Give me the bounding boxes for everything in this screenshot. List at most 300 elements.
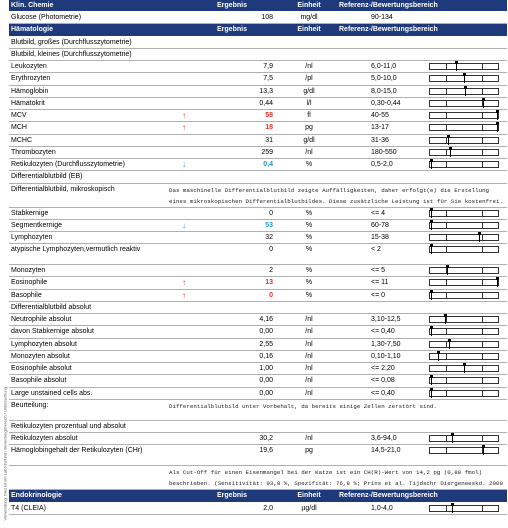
range-bar [429, 505, 499, 512]
result-unit: g/dl [303, 136, 315, 144]
value-marker [431, 327, 432, 336]
range-upper-tick [482, 75, 483, 82]
range-bar [429, 328, 499, 335]
value-marker [449, 340, 450, 349]
value-marker [431, 376, 432, 385]
subsection-label: Differentialblutbild (EB) [11, 173, 83, 181]
column-header-unit: Einheit [297, 492, 321, 500]
result-value: 32 [265, 233, 273, 241]
analyte-name: Segmentkernige [11, 221, 62, 229]
result-row [9, 73, 507, 85]
value-marker [497, 111, 498, 120]
range-indicator [426, 339, 502, 350]
result-row [9, 61, 507, 73]
value-marker [431, 160, 432, 169]
value-marker [452, 434, 453, 443]
result-value: 1,00 [259, 365, 273, 373]
range-upper-tick [482, 279, 483, 286]
range-lower-tick [446, 246, 447, 253]
arrow-up-icon: ↑ [182, 278, 186, 288]
analyte-name: Glucose (Photometrie) [11, 14, 82, 22]
analyte-name: Neutrophile absolut [11, 316, 72, 324]
reference-range: 13-17 [371, 124, 389, 132]
range-indicator [426, 265, 502, 276]
result-unit: fl [307, 112, 311, 120]
column-header-result: Ergebnis [217, 492, 247, 500]
value-marker [445, 315, 446, 324]
result-unit: % [305, 279, 313, 287]
range-upper-tick [482, 390, 483, 397]
result-unit: µg/dl [301, 504, 317, 512]
lab-report-table [9, 0, 507, 515]
reference-range: 3,6-94,0 [371, 435, 397, 443]
range-lower-tick [446, 124, 447, 131]
analyte-name: Large unstained cells abs. [11, 389, 93, 397]
value-marker [456, 62, 457, 71]
range-upper-tick [482, 316, 483, 323]
range-indicator [426, 363, 502, 374]
range-lower-tick [446, 63, 447, 70]
result-row [9, 277, 507, 289]
reference-range: 14,5-21,0 [371, 447, 401, 455]
value-marker [431, 245, 432, 254]
range-bar [429, 222, 499, 229]
comment-label: Differentialblutbild, mikroskopisch [11, 185, 115, 193]
arrow-up-icon: ↑ [182, 123, 186, 133]
range-indicator [426, 232, 502, 243]
reference-range: <= 0,40 [371, 389, 395, 397]
arrow-down-icon: ↓ [182, 220, 186, 230]
result-row [9, 244, 507, 265]
range-lower-tick [446, 435, 447, 442]
result-value: 53 [265, 221, 273, 229]
range-indicator [426, 375, 502, 386]
range-indicator [426, 208, 502, 219]
result-unit: /nl [305, 148, 313, 156]
range-bar [429, 124, 499, 131]
range-indicator [426, 433, 502, 444]
reference-range: 0,5-2,0 [371, 161, 393, 169]
range-bar [429, 100, 499, 107]
result-unit: /pl [305, 75, 313, 83]
range-indicator [426, 73, 502, 84]
range-indicator [426, 61, 502, 72]
comment-label: Beurteilung: [11, 401, 49, 409]
subsection-label: Differentialblutbild absolut [11, 303, 92, 311]
result-unit: % [305, 209, 313, 217]
result-unit: /nl [305, 63, 313, 71]
result-value: 13,3 [259, 87, 273, 95]
analyte-name: Thrombozyten [11, 148, 56, 156]
range-lower-tick [446, 447, 447, 454]
side-margin-text [0, 387, 9, 528]
range-bar [429, 279, 499, 286]
reference-range: 1,0-4,0 [371, 504, 393, 512]
range-lower-tick [446, 328, 447, 335]
result-unit: mg/dl [300, 14, 318, 22]
result-row [9, 220, 507, 232]
range-indicator [426, 290, 502, 301]
range-indicator [426, 244, 502, 264]
side-margin-label: Verwendung: Dies ist ein Laborbefund / Bewertungsbereich / Untersuchung [2, 387, 8, 521]
reference-range: <= 0,08 [371, 377, 395, 385]
result-value: 58 [265, 112, 273, 120]
result-value: 0,44 [259, 99, 273, 107]
reference-range: 3,10-12,5 [371, 316, 401, 324]
section-title: Hämatologie [11, 26, 54, 34]
result-row [9, 445, 507, 466]
column-header-result: Ergebnis [217, 2, 247, 9]
result-value: 30,2 [259, 435, 273, 443]
result-value: 2,0 [263, 504, 273, 512]
range-upper-tick [482, 365, 483, 372]
value-marker [483, 446, 484, 455]
range-upper-tick [482, 149, 483, 156]
result-value: 7,5 [263, 75, 273, 83]
range-bar [429, 234, 499, 241]
range-indicator [426, 314, 502, 325]
reference-range: 5,0-10,0 [371, 75, 397, 83]
range-bar [429, 161, 499, 168]
result-row [9, 147, 507, 159]
result-row [9, 351, 507, 363]
analyte-name: Lymphozyten absolut [11, 340, 77, 348]
value-marker [431, 221, 432, 230]
result-value: 0 [269, 209, 273, 217]
analyte-name: Retikulozyten (Durchflusszytometrie) [11, 161, 125, 169]
reference-range: 1,30-7,50 [371, 340, 401, 348]
result-value: 0,4 [263, 161, 273, 169]
value-marker [438, 352, 439, 361]
analyte-name: Eosinophile [11, 279, 48, 287]
analyte-name: Lymphozyten [11, 233, 53, 241]
range-bar [429, 75, 499, 82]
result-row [9, 232, 507, 244]
result-unit: % [305, 267, 313, 275]
analyte-name: Stabkernige [11, 209, 49, 217]
result-value: 31 [265, 136, 273, 144]
result-unit: pg [305, 447, 313, 455]
result-row [9, 388, 507, 400]
range-lower-tick [446, 112, 447, 119]
range-bar [429, 149, 499, 156]
result-value: 2 [269, 267, 273, 275]
range-upper-tick [482, 328, 483, 335]
range-lower-tick [446, 234, 447, 241]
reference-range: 15-38 [371, 233, 389, 241]
range-indicator [426, 351, 502, 362]
value-marker [479, 233, 480, 242]
arrow-down-icon: ↓ [182, 160, 186, 170]
range-indicator [426, 220, 502, 231]
range-bar [429, 390, 499, 397]
result-row [9, 12, 507, 24]
range-upper-tick [482, 124, 483, 131]
result-value: 0 [269, 246, 273, 254]
range-bar [429, 246, 499, 253]
value-marker [431, 389, 432, 398]
analyte-name: Monozyten [11, 267, 46, 275]
comment-row [9, 400, 507, 421]
result-unit: /nl [305, 352, 313, 360]
range-bar [429, 377, 499, 384]
analyte-name: davon Stabkernige absolut [11, 328, 94, 336]
result-value: 0,00 [259, 389, 273, 397]
range-bar [429, 267, 499, 274]
result-row [9, 433, 507, 445]
range-bar [429, 292, 499, 299]
range-bar [429, 435, 499, 442]
value-marker [497, 278, 498, 287]
result-unit: g/dl [303, 87, 315, 95]
subsection-row [9, 421, 507, 433]
analyte-name: Hämatokrit [11, 99, 45, 107]
result-row [9, 265, 507, 277]
column-header-reference: Referenz-/Bewertungsbereich [339, 492, 438, 500]
range-upper-tick [482, 377, 483, 384]
range-lower-tick [446, 222, 447, 229]
reference-range: <= 0,40 [371, 328, 395, 336]
value-marker [464, 364, 465, 373]
range-bar [429, 365, 499, 372]
result-unit: /nl [305, 435, 313, 443]
column-header-reference: Referenz-/Bewertungsbereich [339, 2, 438, 9]
result-row [9, 339, 507, 351]
range-lower-tick [446, 505, 447, 512]
reference-range: <= 11 [371, 279, 389, 287]
result-unit: % [305, 291, 313, 299]
range-lower-tick [446, 149, 447, 156]
section-header [9, 24, 507, 36]
subsection-row [9, 37, 507, 49]
reference-range: 8,0-15,0 [371, 87, 397, 95]
range-lower-tick [446, 279, 447, 286]
range-bar [429, 137, 499, 144]
reference-range: < 2 [371, 246, 381, 254]
value-marker [431, 209, 432, 218]
range-upper-tick [482, 63, 483, 70]
column-header-unit: Einheit [297, 2, 321, 9]
range-indicator [426, 122, 502, 133]
range-lower-tick [446, 88, 447, 95]
result-unit: % [305, 246, 313, 254]
section-title: Endokrinologie [11, 492, 62, 500]
value-marker [465, 87, 466, 96]
result-unit: % [305, 221, 313, 229]
result-value: 0,00 [259, 377, 273, 385]
range-upper-tick [482, 112, 483, 119]
range-upper-tick [482, 353, 483, 360]
reference-range: <= 5 [371, 267, 386, 275]
comment-text: Differentialblutbild unter Vorbehalt, da bereits einige Zellen zerstört sind. [169, 402, 437, 410]
arrow-up-icon: ↑ [182, 290, 186, 300]
range-lower-tick [446, 161, 447, 168]
range-bar [429, 88, 499, 95]
value-marker [452, 504, 453, 513]
range-bar [429, 447, 499, 454]
result-value: 0 [269, 291, 273, 299]
analyte-name: Leukozyten [11, 63, 47, 71]
subsection-label: Blutbild, großes (Durchflusszytometrie) [11, 38, 132, 46]
value-marker [497, 123, 498, 132]
arrow-up-icon: ↑ [182, 111, 186, 121]
result-value: 259 [261, 148, 273, 156]
reference-range: 90-134 [371, 14, 393, 22]
range-bar [429, 353, 499, 360]
reference-range: 60-78 [371, 221, 389, 229]
value-marker [448, 136, 449, 145]
range-lower-tick [446, 341, 447, 348]
range-bar [429, 341, 499, 348]
analyte-name: atypische Lymphozyten,vermutlich reaktiv [11, 246, 141, 254]
result-unit: % [305, 161, 313, 169]
result-row [9, 86, 507, 98]
result-row [9, 135, 507, 147]
result-unit: pg [305, 124, 313, 132]
range-lower-tick [446, 75, 447, 82]
analyte-name: MCHC [11, 136, 32, 144]
range-upper-tick [482, 267, 483, 274]
result-value: 7,9 [263, 63, 273, 71]
range-indicator [426, 98, 502, 109]
result-row [9, 110, 507, 122]
analyte-name: Basophile [11, 291, 42, 299]
result-unit: /nl [305, 340, 313, 348]
comment-label [11, 466, 177, 489]
column-header-reference: Referenz-/Bewertungsbereich [339, 26, 438, 34]
range-upper-tick [482, 161, 483, 168]
analyte-name: Hämoglobingehalt der Retikulozyten (CHr) [11, 447, 143, 455]
result-unit: /nl [305, 365, 313, 373]
analyte-name: Eosinophile absolut [11, 365, 72, 373]
range-lower-tick [446, 210, 447, 217]
range-lower-tick [446, 377, 447, 384]
result-value: 108 [261, 14, 273, 22]
reference-range: 6,0-11,0 [371, 63, 397, 71]
range-indicator [426, 326, 502, 337]
range-lower-tick [446, 316, 447, 323]
range-upper-tick [482, 88, 483, 95]
result-row [9, 326, 507, 338]
value-marker [483, 99, 484, 108]
range-upper-tick [482, 234, 483, 241]
analyte-name: Basophile absolut [11, 377, 67, 385]
range-upper-tick [482, 435, 483, 442]
range-upper-tick [482, 137, 483, 144]
range-upper-tick [482, 505, 483, 512]
result-value: 19,6 [259, 447, 273, 455]
result-row [9, 375, 507, 387]
range-lower-tick [446, 292, 447, 299]
result-unit: /nl [305, 316, 313, 324]
result-unit: /nl [305, 377, 313, 385]
column-header-unit: Einheit [297, 26, 321, 34]
analyte-name: Monozyten absolut [11, 352, 70, 360]
reference-range: <= 4 [371, 209, 386, 217]
section-title: Klin. Chemie [11, 2, 54, 9]
result-row [9, 314, 507, 326]
value-marker [447, 266, 448, 275]
result-value: 13 [265, 279, 273, 287]
comment-row [9, 184, 507, 208]
range-bar [429, 112, 499, 119]
column-header-result: Ergebnis [217, 26, 247, 34]
range-indicator [426, 277, 502, 288]
result-value: 2,55 [259, 340, 273, 348]
result-value: 18 [265, 124, 273, 132]
analyte-name: Retikulozyten absolut [11, 435, 78, 443]
result-row [9, 98, 507, 110]
reference-range: 0,10-1,10 [371, 352, 401, 360]
range-indicator [426, 445, 502, 465]
analyte-name: MCH [11, 124, 27, 132]
reference-range: 40-55 [371, 112, 389, 120]
range-upper-tick [482, 292, 483, 299]
analyte-name: Hämoglobin [11, 87, 49, 95]
result-row [9, 159, 507, 171]
range-indicator [426, 110, 502, 121]
range-indicator [426, 159, 502, 170]
comment-text: Als Cut-Off für einen Eisenmangel bei der Katze ist ein CH(R)-Wert von 14,2 pg (0,88 fmol) beschrieben. (Sensitivität: 93,8 %, Spezifität: 76,9 %; Prins et al. Tijdschr Diergeneeskd. 2009 [169, 469, 503, 488]
value-marker [464, 74, 465, 83]
range-bar [429, 63, 499, 70]
result-unit: l/l [306, 99, 312, 107]
result-row [9, 122, 507, 134]
range-upper-tick [482, 341, 483, 348]
range-bar [429, 210, 499, 217]
range-bar [429, 316, 499, 323]
range-indicator [426, 86, 502, 97]
analyte-name: T4 (CLEIA) [11, 504, 47, 512]
range-indicator [426, 503, 502, 514]
result-unit: % [305, 233, 313, 241]
subsection-row [9, 49, 507, 61]
reference-range: 31-36 [371, 136, 389, 144]
result-value: 0,16 [259, 352, 273, 360]
range-upper-tick [482, 210, 483, 217]
result-value: 0,00 [259, 328, 273, 336]
subsection-label: Retikulozyten prozentual und absolut [11, 422, 126, 430]
range-indicator [426, 135, 502, 146]
analyte-name: Erythrozyten [11, 75, 51, 83]
range-lower-tick [446, 365, 447, 372]
section-header [9, 490, 507, 502]
result-row [9, 290, 507, 302]
range-indicator [426, 147, 502, 158]
result-unit: /nl [305, 389, 313, 397]
result-unit: /nl [305, 328, 313, 336]
subsection-row [9, 171, 507, 183]
range-upper-tick [482, 222, 483, 229]
section-header [9, 0, 507, 12]
subsection-row [9, 302, 507, 314]
range-lower-tick [446, 390, 447, 397]
reference-range: <= 2,20 [371, 365, 395, 373]
result-row [9, 503, 507, 515]
subsection-label: Blutbild, kleines (Durchflusszytometrie) [11, 50, 132, 58]
result-row [9, 208, 507, 220]
value-marker [450, 148, 451, 157]
value-marker [431, 291, 432, 300]
comment-row [9, 466, 507, 490]
result-row [9, 363, 507, 375]
reference-range: <= 0 [371, 291, 386, 299]
reference-range: 0,30-0,44 [371, 99, 401, 107]
reference-range: 180-550 [371, 148, 397, 156]
result-value: 4,16 [259, 316, 273, 324]
analyte-name: MCV [11, 112, 27, 120]
comment-text: Das maschinelle Differentialblutbild zeigte Auffälligkeiten, daher erfolgt(e) die Erstellung eines mikroskopischen Differentialblutbildes. Diese zusätzliche Leistung ist für Sie kostenfrei. [169, 186, 503, 205]
